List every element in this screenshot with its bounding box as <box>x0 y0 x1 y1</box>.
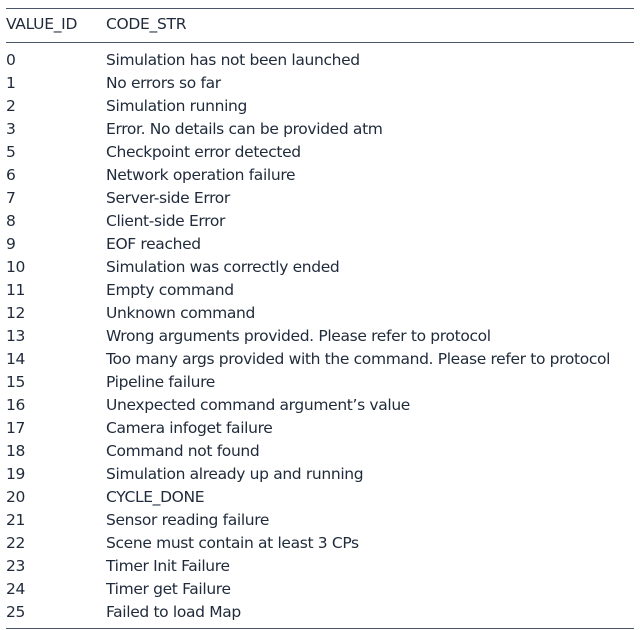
value-id-cell: 9 <box>6 234 16 253</box>
value-id-cell: 15 <box>6 372 26 391</box>
table-row <box>6 370 634 393</box>
value-id-cell: 1 <box>6 73 16 92</box>
code-str-cell: Error. No details can be provided atm <box>106 119 383 138</box>
table-row <box>6 577 634 600</box>
value-id-cell: 24 <box>6 579 26 598</box>
table-row <box>6 554 634 577</box>
code-str-cell: CYCLE_DONE <box>106 487 205 506</box>
value-id-cell: 8 <box>6 211 16 230</box>
code-str-cell: Unknown command <box>106 303 255 322</box>
code-str-cell: Camera infoget failure <box>106 418 273 437</box>
table-row <box>6 347 634 370</box>
table-row <box>6 416 634 439</box>
table-row <box>6 140 634 163</box>
table-body <box>6 48 634 623</box>
value-id-cell: 23 <box>6 556 26 575</box>
code-str-cell: Command not found <box>106 441 260 460</box>
value-id-cell: 18 <box>6 441 26 460</box>
code-str-cell: Pipeline failure <box>106 372 215 391</box>
table-row <box>6 232 634 255</box>
value-id-cell: 21 <box>6 510 26 529</box>
value-id-cell: 12 <box>6 303 26 322</box>
code-str-cell: Scene must contain at least 3 CPs <box>106 533 359 552</box>
value-id-cell: 14 <box>6 349 26 368</box>
table-row <box>6 600 634 623</box>
value-id-cell: 22 <box>6 533 26 552</box>
value-id-cell: 17 <box>6 418 26 437</box>
code-str-cell: No errors so far <box>106 73 221 92</box>
header-value-id: VALUE_ID <box>6 14 78 33</box>
table-row <box>6 117 634 140</box>
value-id-cell: 6 <box>6 165 16 184</box>
table-row <box>6 71 634 94</box>
table-row <box>6 531 634 554</box>
code-str-cell: Simulation already up and running <box>106 464 364 483</box>
table-row <box>6 324 634 347</box>
value-id-cell: 16 <box>6 395 26 414</box>
code-str-cell: Checkpoint error detected <box>106 142 301 161</box>
code-str-cell: Network operation failure <box>106 165 296 184</box>
code-str-cell: Simulation has not been launched <box>106 50 360 69</box>
value-id-cell: 10 <box>6 257 26 276</box>
table-header-rule <box>6 42 634 43</box>
value-id-cell: 2 <box>6 96 16 115</box>
table-row <box>6 462 634 485</box>
code-str-cell: Simulation was correctly ended <box>106 257 340 276</box>
code-str-cell: Timer get Failure <box>106 579 231 598</box>
value-id-cell: 19 <box>6 464 26 483</box>
code-str-cell: Unexpected command argument’s value <box>106 395 410 414</box>
table-row <box>6 278 634 301</box>
table-row <box>6 393 634 416</box>
table-row <box>6 163 634 186</box>
table-row <box>6 301 634 324</box>
value-id-cell: 25 <box>6 602 26 621</box>
value-id-cell: 11 <box>6 280 26 299</box>
header-code-str: CODE_STR <box>106 14 187 33</box>
code-str-cell: Empty command <box>106 280 234 299</box>
value-id-cell: 13 <box>6 326 26 345</box>
value-id-cell: 20 <box>6 487 26 506</box>
table-row <box>6 48 634 71</box>
code-str-cell: Failed to load Map <box>106 602 241 621</box>
code-str-cell: Sensor reading failure <box>106 510 270 529</box>
value-id-cell: 0 <box>6 50 16 69</box>
code-str-cell: Server-side Error <box>106 188 230 207</box>
code-table <box>6 0 634 629</box>
code-str-cell: Client-side Error <box>106 211 225 230</box>
table-row <box>6 255 634 278</box>
table-header-row <box>6 9 634 38</box>
table-row <box>6 186 634 209</box>
table-row <box>6 485 634 508</box>
code-str-cell: EOF reached <box>106 234 201 253</box>
table-row <box>6 94 634 117</box>
value-id-cell: 5 <box>6 142 16 161</box>
code-str-cell: Wrong arguments provided. Please refer to protocol <box>106 326 491 345</box>
table-row <box>6 209 634 232</box>
value-id-cell: 7 <box>6 188 16 207</box>
table-row <box>6 439 634 462</box>
code-str-cell: Timer Init Failure <box>106 556 230 575</box>
value-id-cell: 3 <box>6 119 16 138</box>
code-str-cell: Simulation running <box>106 96 248 115</box>
table-bottom-rule <box>6 628 634 629</box>
table-row <box>6 508 634 531</box>
code-str-cell: Too many args provided with the command. Please refer to protocol <box>106 349 611 368</box>
